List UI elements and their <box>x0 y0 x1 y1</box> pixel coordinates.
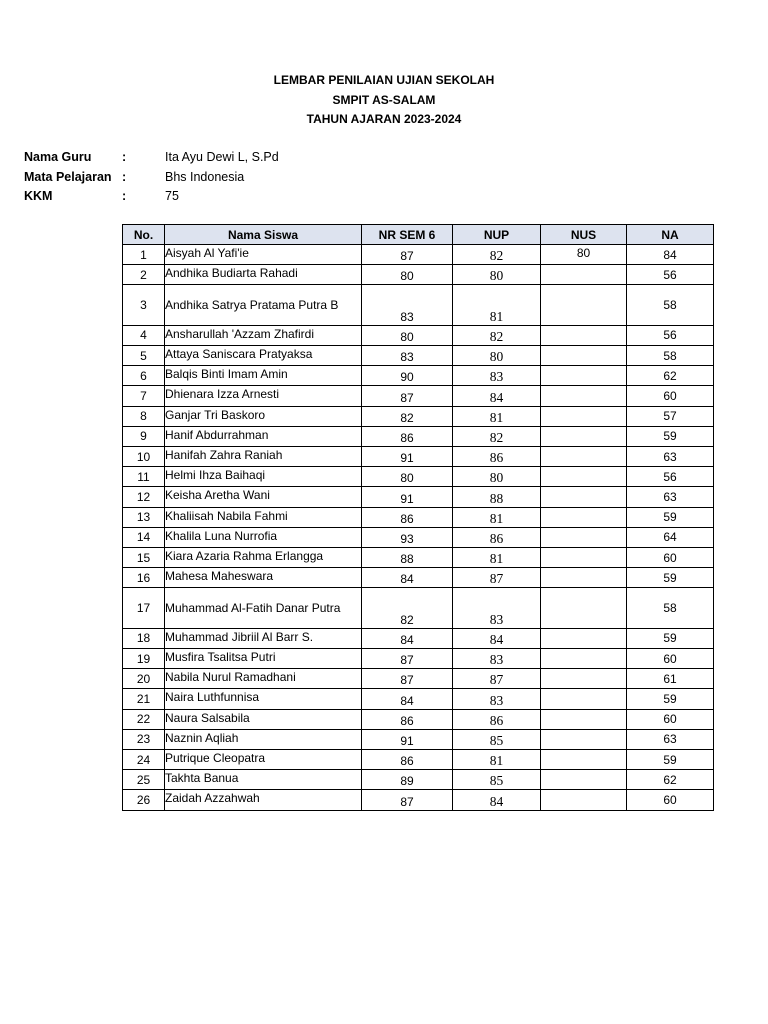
cell-nup: 85 <box>453 729 541 749</box>
title-line-1: LEMBAR PENILAIAN UJIAN SEKOLAH <box>273 73 495 87</box>
cell-student-name: Muhammad Jibriil Al Barr S. <box>165 628 362 648</box>
cell-nup: 82 <box>453 426 541 446</box>
cell-student-name: Hanif Abdurrahman <box>165 426 362 446</box>
cell-nr-sem-6: 91 <box>362 447 453 467</box>
cell-student-name: Musfira Tsalitsa Putri <box>165 649 362 669</box>
cell-nup: 80 <box>453 467 541 487</box>
cell-nr-sem-6: 86 <box>362 426 453 446</box>
table-row <box>123 325 714 345</box>
cell-nr-sem-6: 87 <box>362 386 453 406</box>
cell-nus <box>541 406 627 426</box>
cell-no: 11 <box>123 467 165 487</box>
cell-nus <box>541 669 627 689</box>
cell-student-name: Attaya Saniscara Pratyaksa <box>165 346 362 366</box>
cell-na: 57 <box>627 406 714 426</box>
cell-nus <box>541 729 627 749</box>
cell-nr-sem-6: 82 <box>362 406 453 426</box>
cell-nup: 84 <box>453 628 541 648</box>
cell-nr-sem-6: 88 <box>362 547 453 567</box>
cell-student-name: Khaliisah Nabila Fahmi <box>165 507 362 527</box>
cell-no: 21 <box>123 689 165 709</box>
cell-nup: 84 <box>453 386 541 406</box>
table-row <box>123 265 714 285</box>
cell-nup: 82 <box>453 245 541 265</box>
cell-na: 62 <box>627 770 714 790</box>
cell-nr-sem-6: 86 <box>362 749 453 769</box>
cell-na: 59 <box>627 749 714 769</box>
cell-student-name: Ansharullah 'Azzam Zhafirdi <box>165 325 362 345</box>
cell-na: 63 <box>627 447 714 467</box>
cell-nr-sem-6: 84 <box>362 628 453 648</box>
cell-nup: 85 <box>453 770 541 790</box>
cell-na: 84 <box>627 245 714 265</box>
info-value: Bhs Indonesia <box>165 169 245 184</box>
cell-nr-sem-6: 84 <box>362 689 453 709</box>
cell-nr-sem-6: 80 <box>362 265 453 285</box>
cell-na: 61 <box>627 669 714 689</box>
cell-student-name: Keisha Aretha Wani <box>165 487 362 507</box>
cell-na: 60 <box>627 649 714 669</box>
cell-nr-sem-6: 86 <box>362 507 453 527</box>
table-row <box>123 487 714 507</box>
cell-no: 5 <box>123 346 165 366</box>
cell-nup: 80 <box>453 346 541 366</box>
table-row <box>123 467 714 487</box>
cell-nr-sem-6: 83 <box>362 285 453 326</box>
cell-nr-sem-6: 82 <box>362 588 453 629</box>
cell-no: 19 <box>123 649 165 669</box>
table-row <box>123 568 714 588</box>
table-row <box>123 527 714 547</box>
table-row <box>123 689 714 709</box>
cell-na: 59 <box>627 426 714 446</box>
table-row <box>123 245 714 265</box>
cell-na: 60 <box>627 547 714 567</box>
cell-nr-sem-6: 80 <box>362 467 453 487</box>
cell-nup: 82 <box>453 325 541 345</box>
cell-na: 63 <box>627 729 714 749</box>
table-row <box>123 749 714 769</box>
table-row <box>123 406 714 426</box>
info-label: KKM <box>24 189 53 203</box>
title-line-3: TAHUN AJARAN 2023-2024 <box>306 112 462 126</box>
cell-nup: 83 <box>453 588 541 629</box>
cell-nr-sem-6: 87 <box>362 649 453 669</box>
cell-na: 63 <box>627 487 714 507</box>
cell-no: 26 <box>123 790 165 810</box>
cell-nup: 87 <box>453 568 541 588</box>
cell-nus <box>541 588 627 629</box>
table-header-row <box>123 225 714 245</box>
table-row <box>123 366 714 386</box>
cell-nup: 86 <box>453 527 541 547</box>
cell-nr-sem-6: 87 <box>362 669 453 689</box>
cell-nr-sem-6: 90 <box>362 366 453 386</box>
document-title <box>0 71 768 130</box>
cell-no: 14 <box>123 527 165 547</box>
cell-no: 1 <box>123 245 165 265</box>
cell-nr-sem-6: 83 <box>362 346 453 366</box>
cell-nup: 81 <box>453 507 541 527</box>
cell-nup: 83 <box>453 366 541 386</box>
cell-nus <box>541 265 627 285</box>
cell-nr-sem-6: 86 <box>362 709 453 729</box>
cell-nus <box>541 285 627 326</box>
cell-student-name: Balqis Binti Imam Amin <box>165 366 362 386</box>
info-colon: : <box>122 189 127 203</box>
cell-no: 6 <box>123 366 165 386</box>
info-value: Ita Ayu Dewi L, S.Pd <box>165 150 279 164</box>
cell-na: 62 <box>627 366 714 386</box>
cell-student-name: Naira Luthfunnisa <box>165 689 362 709</box>
cell-nus <box>541 366 627 386</box>
cell-student-name: Naznin Aqliah <box>165 729 362 749</box>
cell-nus <box>541 507 627 527</box>
cell-student-name: Muhammad Al-Fatih Danar Putra <box>165 588 362 629</box>
cell-nus <box>541 386 627 406</box>
cell-nus <box>541 527 627 547</box>
cell-na: 64 <box>627 527 714 547</box>
cell-nus <box>541 487 627 507</box>
cell-nus <box>541 568 627 588</box>
cell-nr-sem-6: 80 <box>362 325 453 345</box>
header-nr-sem-6: NR SEM 6 <box>362 225 453 245</box>
cell-no: 15 <box>123 547 165 567</box>
cell-no: 10 <box>123 447 165 467</box>
cell-nus <box>541 770 627 790</box>
cell-na: 59 <box>627 689 714 709</box>
table-row <box>123 770 714 790</box>
info-value: 75 <box>165 189 179 203</box>
cell-na: 60 <box>627 709 714 729</box>
cell-nus <box>541 325 627 345</box>
cell-no: 3 <box>123 285 165 326</box>
cell-student-name: Ganjar Tri Baskoro <box>165 406 362 426</box>
info-label: Nama Guru <box>24 150 92 164</box>
table-row <box>123 709 714 729</box>
cell-nup: 81 <box>453 547 541 567</box>
cell-no: 23 <box>123 729 165 749</box>
cell-nup: 87 <box>453 669 541 689</box>
cell-na: 56 <box>627 265 714 285</box>
cell-no: 12 <box>123 487 165 507</box>
cell-nus <box>541 447 627 467</box>
cell-nr-sem-6: 87 <box>362 245 453 265</box>
cell-nup: 81 <box>453 285 541 326</box>
cell-student-name: Takhta Banua <box>165 770 362 790</box>
cell-na: 60 <box>627 386 714 406</box>
cell-no: 13 <box>123 507 165 527</box>
header-no: No. <box>123 225 165 245</box>
table-body <box>123 245 714 811</box>
cell-na: 56 <box>627 325 714 345</box>
cell-no: 17 <box>123 588 165 629</box>
table-row <box>123 285 714 326</box>
cell-na: 58 <box>627 346 714 366</box>
cell-nus <box>541 709 627 729</box>
cell-nup: 84 <box>453 790 541 810</box>
cell-student-name: Mahesa Maheswara <box>165 568 362 588</box>
cell-nup: 81 <box>453 406 541 426</box>
cell-nus <box>541 547 627 567</box>
table-row <box>123 628 714 648</box>
cell-no: 25 <box>123 770 165 790</box>
cell-no: 24 <box>123 749 165 769</box>
cell-nr-sem-6: 91 <box>362 487 453 507</box>
table-row <box>123 790 714 810</box>
table-row <box>123 346 714 366</box>
cell-nr-sem-6: 93 <box>362 527 453 547</box>
cell-nus <box>541 749 627 769</box>
cell-nus: 80 <box>541 245 627 265</box>
cell-nus <box>541 649 627 669</box>
cell-no: 18 <box>123 628 165 648</box>
cell-na: 58 <box>627 588 714 629</box>
cell-student-name: Dhienara Izza Arnesti <box>165 386 362 406</box>
table-row <box>123 729 714 749</box>
cell-nus <box>541 689 627 709</box>
table-row <box>123 547 714 567</box>
cell-nup: 83 <box>453 689 541 709</box>
grades-table <box>122 224 714 811</box>
cell-nup: 80 <box>453 265 541 285</box>
table-row <box>123 649 714 669</box>
cell-nus <box>541 790 627 810</box>
cell-na: 59 <box>627 628 714 648</box>
cell-nr-sem-6: 89 <box>362 770 453 790</box>
cell-nus <box>541 346 627 366</box>
cell-na: 58 <box>627 285 714 326</box>
cell-student-name: Helmi Ihza Baihaqi <box>165 467 362 487</box>
table-row <box>123 426 714 446</box>
cell-student-name: Aisyah Al Yafi'ie <box>165 245 362 265</box>
cell-na: 60 <box>627 790 714 810</box>
cell-nup: 86 <box>453 447 541 467</box>
cell-student-name: Putrique Cleopatra <box>165 749 362 769</box>
header-na: NA <box>627 225 714 245</box>
cell-no: 22 <box>123 709 165 729</box>
cell-nup: 83 <box>453 649 541 669</box>
info-colon: : <box>122 150 127 164</box>
cell-nus <box>541 467 627 487</box>
info-colon: : <box>122 169 127 184</box>
cell-student-name: Naura Salsabila <box>165 709 362 729</box>
table-row <box>123 507 714 527</box>
cell-no: 7 <box>123 386 165 406</box>
cell-no: 9 <box>123 426 165 446</box>
cell-nr-sem-6: 84 <box>362 568 453 588</box>
cell-na: 59 <box>627 568 714 588</box>
cell-student-name: Nabila Nurul Ramadhani <box>165 669 362 689</box>
header-student-name: Nama Siswa <box>165 225 362 245</box>
table-row <box>123 447 714 467</box>
header-nup: NUP <box>453 225 541 245</box>
cell-nus <box>541 426 627 446</box>
cell-student-name: Andhika Satrya Pratama Putra B <box>165 285 362 326</box>
cell-student-name: Zaidah Azzahwah <box>165 790 362 810</box>
cell-no: 20 <box>123 669 165 689</box>
cell-student-name: Andhika Budiarta Rahadi <box>165 265 362 285</box>
table-row <box>123 386 714 406</box>
cell-no: 16 <box>123 568 165 588</box>
cell-no: 2 <box>123 265 165 285</box>
cell-student-name: Hanifah Zahra Raniah <box>165 447 362 467</box>
cell-student-name: Kiara Azaria Rahma Erlangga <box>165 547 362 567</box>
cell-no: 8 <box>123 406 165 426</box>
cell-no: 4 <box>123 325 165 345</box>
table-row <box>123 669 714 689</box>
table-row <box>123 588 714 629</box>
header-nus: NUS <box>541 225 627 245</box>
cell-nup: 81 <box>453 749 541 769</box>
cell-na: 56 <box>627 467 714 487</box>
cell-nr-sem-6: 91 <box>362 729 453 749</box>
cell-na: 59 <box>627 507 714 527</box>
info-label: Mata Pelajaran <box>24 169 112 184</box>
cell-nr-sem-6: 87 <box>362 790 453 810</box>
cell-nup: 88 <box>453 487 541 507</box>
cell-nup: 86 <box>453 709 541 729</box>
cell-nus <box>541 628 627 648</box>
cell-student-name: Khalila Luna Nurrofia <box>165 527 362 547</box>
title-line-2: SMPIT AS-SALAM <box>332 92 436 107</box>
